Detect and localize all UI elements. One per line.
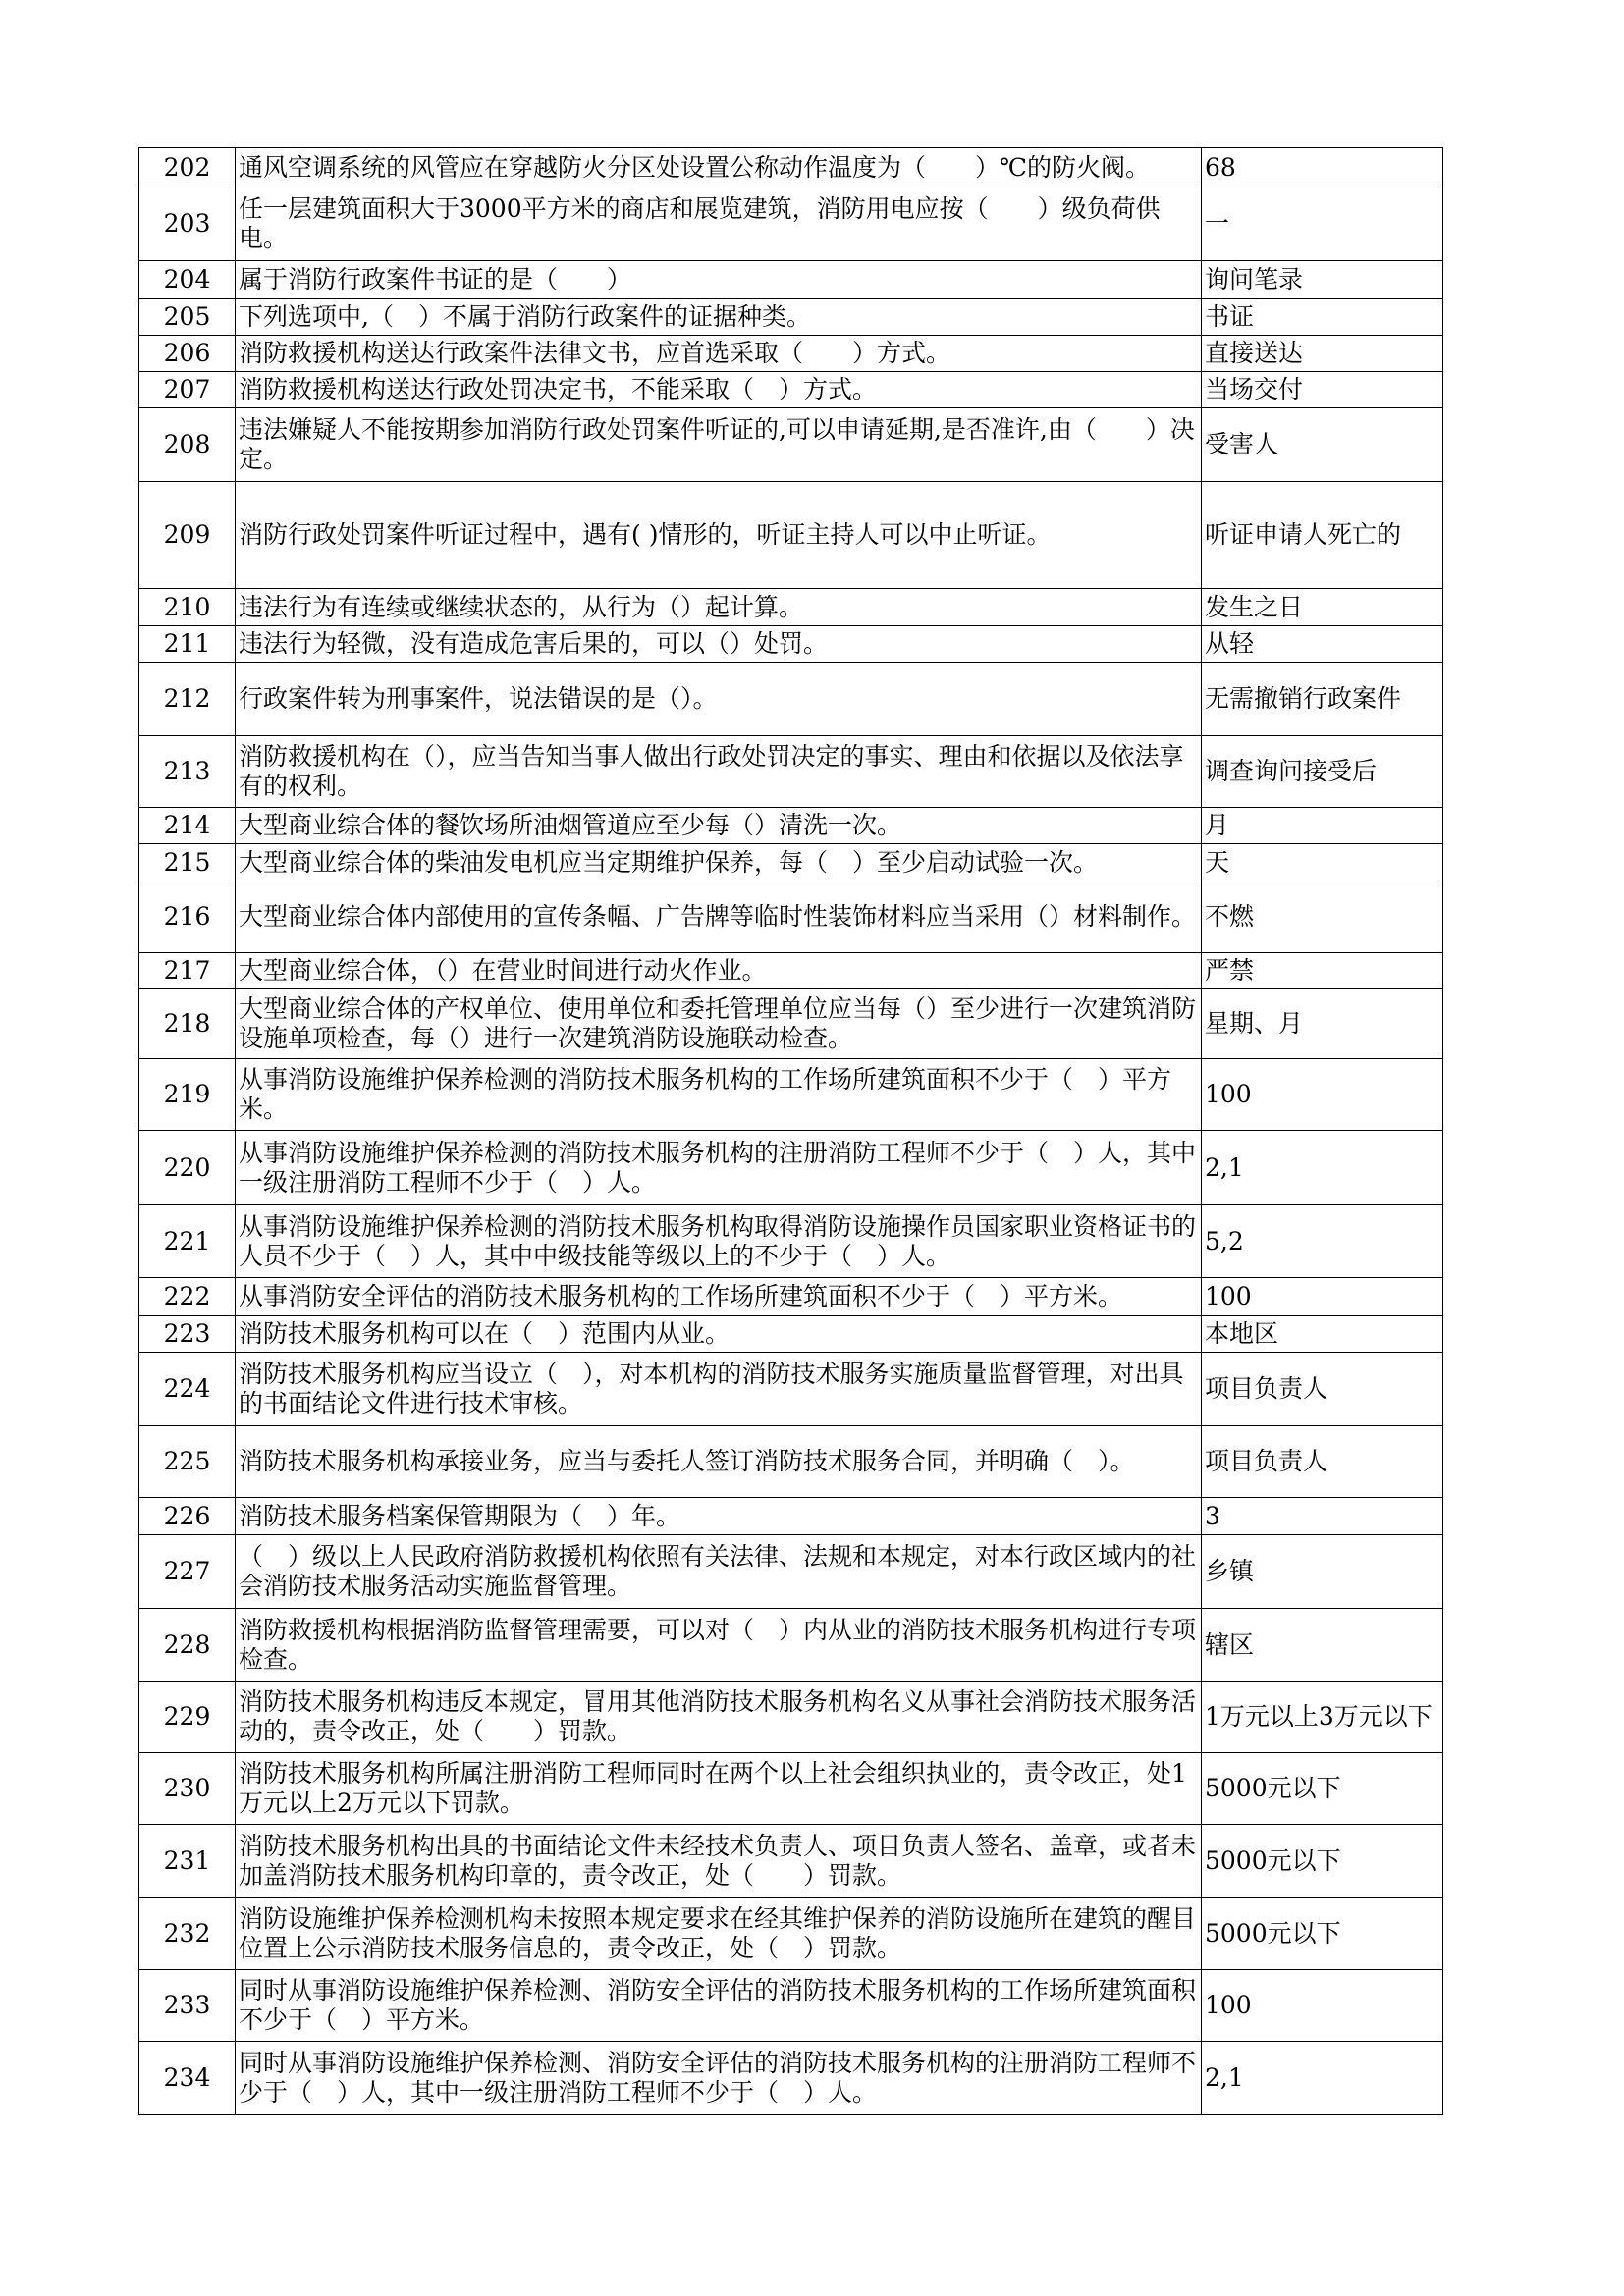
table-row (139, 1498, 1443, 1535)
table-row (139, 844, 1443, 881)
answer-text: 发生之日 (1202, 589, 1443, 626)
question-number: 211 (139, 626, 236, 663)
table-row (139, 1205, 1443, 1278)
question-number: 210 (139, 589, 236, 626)
table-row (139, 1609, 1443, 1682)
question-text: 从事消防安全评估的消防技术服务机构的工作场所建筑面积不少于（ ）平方米。 (236, 1278, 1202, 1316)
answer-text: 一 (1202, 187, 1443, 261)
table-row (139, 989, 1443, 1059)
question-number: 220 (139, 1131, 236, 1205)
answer-text: 星期、月 (1202, 989, 1443, 1059)
question-number: 222 (139, 1278, 236, 1316)
question-number: 218 (139, 989, 236, 1059)
question-number: 221 (139, 1205, 236, 1278)
table-row (139, 299, 1443, 336)
table-row (139, 336, 1443, 372)
table-row (139, 1353, 1443, 1426)
question-text: 同时从事消防设施维护保养检测、消防安全评估的消防技术服务机构的注册消防工程师不少于（ ）人，其中一级注册消防工程师不少于（ ）人。 (236, 2042, 1202, 2115)
question-text: 消防技术服务机构出具的书面结论文件未经技术负责人、项目负责人签名、盖章，或者未加盖消防技术服务机构印章的，责令改正，处（ ）罚款。 (236, 1825, 1202, 1898)
answer-text: 68 (1202, 148, 1443, 187)
question-number: 206 (139, 336, 236, 372)
table-row (139, 1535, 1443, 1609)
table-row (139, 881, 1443, 953)
question-text: 消防救援机构根据消防监督管理需要，可以对（ ）内从业的消防技术服务机构进行专项检查。 (236, 1609, 1202, 1682)
question-number: 228 (139, 1609, 236, 1682)
question-text: 大型商业综合体内部使用的宣传条幅、广告牌等临时性装饰材料应当采用（）材料制作。 (236, 881, 1202, 953)
answer-text: 3 (1202, 1498, 1443, 1535)
question-number: 224 (139, 1353, 236, 1426)
question-number: 223 (139, 1316, 236, 1353)
question-number: 215 (139, 844, 236, 881)
question-text: 消防技术服务机构所属注册消防工程师同时在两个以上社会组织执业的，责令改正，处1万元以上2万元以下罚款。 (236, 1753, 1202, 1825)
answer-text: 调查询问接受后 (1202, 736, 1443, 808)
question-number: 231 (139, 1825, 236, 1898)
question-text: 同时从事消防设施维护保养检测、消防安全评估的消防技术服务机构的工作场所建筑面积不少于（ ）平方米。 (236, 1970, 1202, 2042)
table-row (139, 1426, 1443, 1498)
table-row (139, 1825, 1443, 1898)
answer-text: 听证申请人死亡的 (1202, 482, 1443, 589)
table-row (139, 953, 1443, 989)
answer-text: 书证 (1202, 299, 1443, 336)
question-number: 209 (139, 482, 236, 589)
table-row (139, 663, 1443, 736)
question-number: 227 (139, 1535, 236, 1609)
question-text: 违法行为轻微，没有造成危害后果的，可以（）处罚。 (236, 626, 1202, 663)
answer-text: 天 (1202, 844, 1443, 881)
question-text: 从事消防设施维护保养检测的消防技术服务机构的工作场所建筑面积不少于（ ）平方米。 (236, 1059, 1202, 1131)
table-row (139, 482, 1443, 589)
question-text: 消防技术服务机构违反本规定，冒用其他消防技术服务机构名义从事社会消防技术服务活动的，责令改正，处（ ）罚款。 (236, 1682, 1202, 1753)
question-text: 行政案件转为刑事案件，说法错误的是（）。 (236, 663, 1202, 736)
question-number: 225 (139, 1426, 236, 1498)
question-number: 214 (139, 808, 236, 844)
question-number: 217 (139, 953, 236, 989)
question-text: 消防技术服务机构应当设立（ ），对本机构的消防技术服务实施质量监督管理，对出具的书面结论文件进行技术审核。 (236, 1353, 1202, 1426)
table-row (139, 808, 1443, 844)
question-text: 从事消防设施维护保养检测的消防技术服务机构取得消防设施操作员国家职业资格证书的人员不少于（ ）人，其中中级技能等级以上的不少于（ ）人。 (236, 1205, 1202, 1278)
question-text: 消防技术服务机构承接业务，应当与委托人签订消防技术服务合同，并明确（ ）。 (236, 1426, 1202, 1498)
question-number: 202 (139, 148, 236, 187)
question-text: 消防技术服务机构可以在（ ）范围内从业。 (236, 1316, 1202, 1353)
question-number: 232 (139, 1898, 236, 1970)
table-row (139, 1682, 1443, 1753)
question-text: 消防救援机构送达行政处罚决定书，不能采取（ ）方式。 (236, 372, 1202, 408)
answer-text: 100 (1202, 1278, 1443, 1316)
question-table-body (139, 148, 1443, 2115)
question-number: 212 (139, 663, 236, 736)
table-row (139, 1898, 1443, 1970)
question-number: 207 (139, 372, 236, 408)
answer-text: 100 (1202, 1059, 1443, 1131)
table-row (139, 408, 1443, 482)
question-table (138, 147, 1443, 2115)
answer-text: 项目负责人 (1202, 1353, 1443, 1426)
table-row (139, 1278, 1443, 1316)
question-text: 消防技术服务档案保管期限为（ ）年。 (236, 1498, 1202, 1535)
question-number: 203 (139, 187, 236, 261)
table-row (139, 372, 1443, 408)
answer-text: 1万元以上3万元以下 (1202, 1682, 1443, 1753)
question-number: 219 (139, 1059, 236, 1131)
answer-text: 询问笔录 (1202, 261, 1443, 299)
question-text: 消防救援机构送达行政案件法律文书，应首选采取（ ）方式。 (236, 336, 1202, 372)
table-row (139, 261, 1443, 299)
table-row (139, 1059, 1443, 1131)
table-row (139, 1753, 1443, 1825)
answer-text: 项目负责人 (1202, 1426, 1443, 1498)
table-row (139, 1316, 1443, 1353)
question-text: 通风空调系统的风管应在穿越防火分区处设置公称动作温度为（ ）℃的防火阀。 (236, 148, 1202, 187)
question-number: 233 (139, 1970, 236, 2042)
question-number: 229 (139, 1682, 236, 1753)
question-number: 226 (139, 1498, 236, 1535)
question-number: 216 (139, 881, 236, 953)
answer-text: 从轻 (1202, 626, 1443, 663)
question-text: 违法行为有连续或继续状态的，从行为（）起计算。 (236, 589, 1202, 626)
table-row (139, 187, 1443, 261)
question-text: 大型商业综合体的餐饮场所油烟管道应至少每（）清洗一次。 (236, 808, 1202, 844)
table-row (139, 148, 1443, 187)
answer-text: 受害人 (1202, 408, 1443, 482)
question-number: 213 (139, 736, 236, 808)
answer-text: 100 (1202, 1970, 1443, 2042)
table-row (139, 1131, 1443, 1205)
question-text: 大型商业综合体，（）在营业时间进行动火作业。 (236, 953, 1202, 989)
table-row (139, 1970, 1443, 2042)
answer-text: 5000元以下 (1202, 1898, 1443, 1970)
question-number: 234 (139, 2042, 236, 2115)
question-text: 消防行政处罚案件听证过程中，遇有( )情形的，听证主持人可以中止听证。 (236, 482, 1202, 589)
question-number: 208 (139, 408, 236, 482)
answer-text: 2,1 (1202, 2042, 1443, 2115)
answer-text: 5000元以下 (1202, 1753, 1443, 1825)
question-text: （ ）级以上人民政府消防救援机构依照有关法律、法规和本规定，对本行政区域内的社会消防技术服务活动实施监督管理。 (236, 1535, 1202, 1609)
question-text: 任一层建筑面积大于3000平方米的商店和展览建筑，消防用电应按（ ）级负荷供电。 (236, 187, 1202, 261)
table-row (139, 589, 1443, 626)
question-text: 大型商业综合体的产权单位、使用单位和委托管理单位应当每（）至少进行一次建筑消防设施单项检查，每（）进行一次建筑消防设施联动检查。 (236, 989, 1202, 1059)
question-number: 230 (139, 1753, 236, 1825)
question-text: 违法嫌疑人不能按期参加消防行政处罚案件听证的,可以申请延期,是否准许,由（ ）决定。 (236, 408, 1202, 482)
question-text: 大型商业综合体的柴油发电机应当定期维护保养，每（ ）至少启动试验一次。 (236, 844, 1202, 881)
answer-text: 无需撤销行政案件 (1202, 663, 1443, 736)
question-text: 从事消防设施维护保养检测的消防技术服务机构的注册消防工程师不少于（ ）人，其中一级注册消防工程师不少于（ ）人。 (236, 1131, 1202, 1205)
answer-text: 5000元以下 (1202, 1825, 1443, 1898)
question-number: 204 (139, 261, 236, 299)
answer-text: 月 (1202, 808, 1443, 844)
answer-text: 乡镇 (1202, 1535, 1443, 1609)
question-text: 下列选项中,（ ）不属于消防行政案件的证据种类。 (236, 299, 1202, 336)
table-row (139, 736, 1443, 808)
answer-text: 严禁 (1202, 953, 1443, 989)
answer-text: 不燃 (1202, 881, 1443, 953)
table-row (139, 2042, 1443, 2115)
question-text: 消防救援机构在（），应当告知当事人做出行政处罚决定的事实、理由和依据以及依法享有的权利。 (236, 736, 1202, 808)
answer-text: 辖区 (1202, 1609, 1443, 1682)
table-row (139, 626, 1443, 663)
answer-text: 2,1 (1202, 1131, 1443, 1205)
answer-text: 当场交付 (1202, 372, 1443, 408)
answer-text: 本地区 (1202, 1316, 1443, 1353)
answer-text: 5,2 (1202, 1205, 1443, 1278)
question-number: 205 (139, 299, 236, 336)
question-text: 属于消防行政案件书证的是（ ） (236, 261, 1202, 299)
question-text: 消防设施维护保养检测机构未按照本规定要求在经其维护保养的消防设施所在建筑的醒目位置上公示消防技术服务信息的，责令改正，处（ ）罚款。 (236, 1898, 1202, 1970)
answer-text: 直接送达 (1202, 336, 1443, 372)
